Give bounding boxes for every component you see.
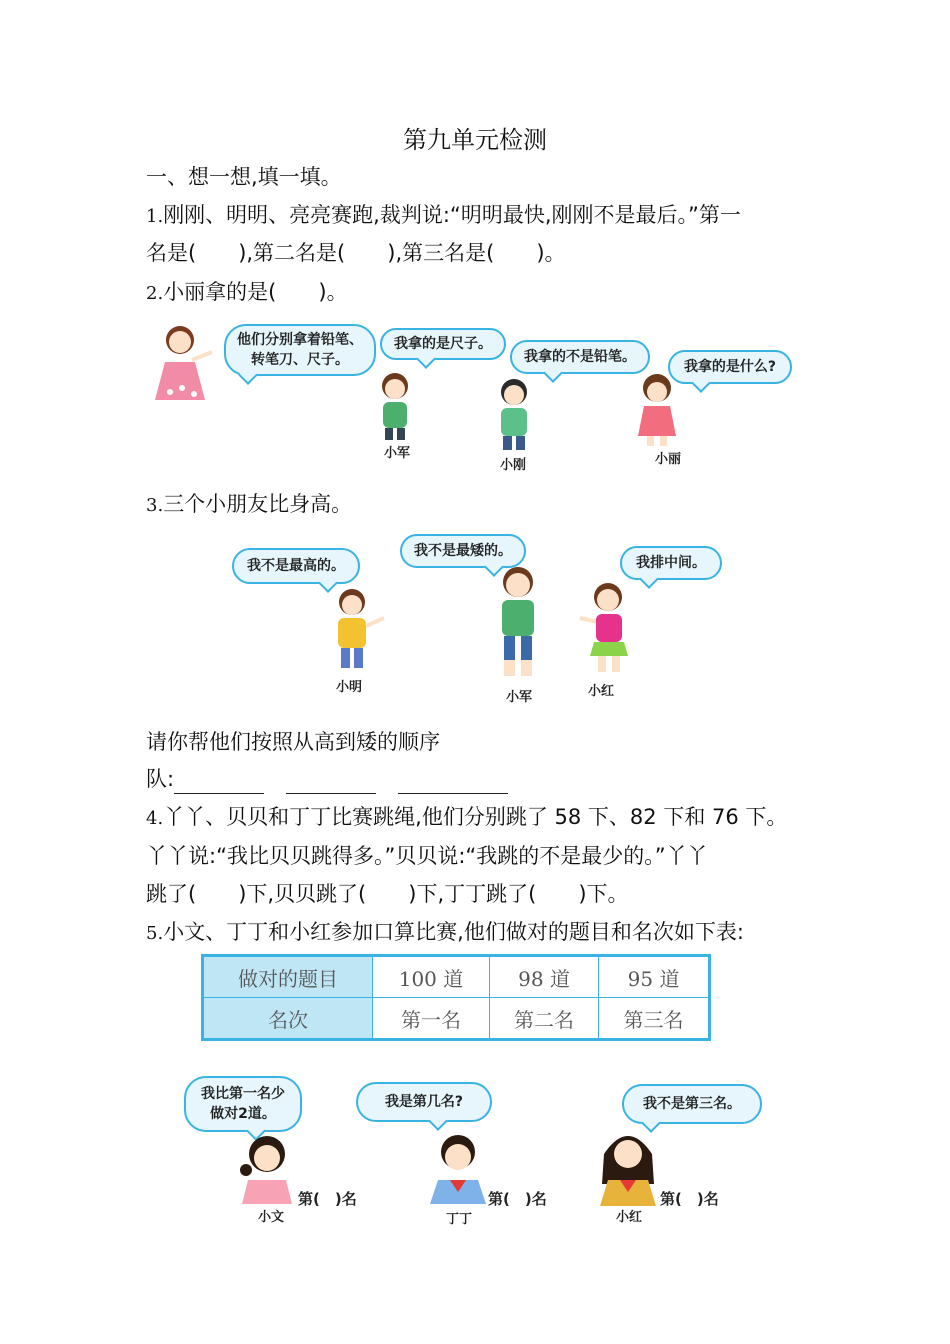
q5-line: [146, 917, 744, 949]
table-cell: 第一名: [373, 998, 490, 1040]
page-title: 第九单元检测: [403, 126, 547, 154]
q5-number: 5.: [146, 923, 164, 944]
q2-bubble-intro: 他们分别拿着铅笔、转笔刀、尺子。: [224, 324, 376, 376]
q4-line3: 跳了( )下,贝贝跳了( )下,丁丁跳了( )下。: [146, 882, 629, 906]
table-cell: 100 道: [373, 956, 490, 998]
q5-rank-blank-dingding[interactable]: 第( )名: [488, 1190, 547, 1208]
table-cell: 第三名: [599, 998, 710, 1040]
q2-text: 小丽拿的是( )。: [163, 280, 348, 304]
table-cell: 第二名: [489, 998, 598, 1040]
q5-bubble-dingding: 我是第几名?: [356, 1082, 492, 1122]
q4-text-1: 丫丫、贝贝和丁丁比赛跳绳,他们分别跳了 58 下、82 下和 76 下。: [163, 805, 788, 829]
q3-blank-1[interactable]: [174, 773, 264, 794]
q2-name-xiaoli: 小丽: [655, 452, 682, 467]
boy-xiaogang-figure: [490, 378, 538, 454]
q2-line: [146, 277, 348, 309]
q5-bubble-xiaowen: 我比第一名少做对2道。: [184, 1076, 302, 1132]
q4-line1: [146, 802, 787, 834]
q1-text-1: 刚刚、明明、亮亮赛跑,裁判说:“明明最快,刚刚不是最后。”第一: [163, 203, 741, 227]
girl-xiaoli-figure: [632, 374, 682, 448]
q3-line: [146, 489, 352, 521]
q3-blank-3[interactable]: [398, 773, 508, 794]
q5-name-dingding: 丁丁: [446, 1212, 473, 1227]
q3-queue-label: 队:: [146, 767, 175, 791]
table-row: [203, 956, 710, 998]
q3-bubble-xiaojun: 我不是最矮的。: [400, 534, 526, 568]
q2-number: 2.: [146, 283, 164, 304]
table-row: [203, 998, 710, 1040]
q2-name-xiaogang: 小刚: [500, 458, 527, 473]
q2-bubble-xiaoli: 我拿的是什么?: [668, 350, 792, 384]
table-cell: 98 道: [489, 956, 598, 998]
table-header-rank: 名次: [203, 998, 373, 1040]
girl-xiaohong-q5-figure: [596, 1124, 660, 1206]
q5-text: 小文、丁丁和小红参加口算比赛,他们做对的题目和名次如下表:: [163, 920, 744, 944]
table-cell: 95 道: [599, 956, 710, 998]
q4-number: 4.: [146, 808, 164, 829]
q1-line2: 名是( ),第二名是( ),第三名是( )。: [146, 241, 566, 265]
q5-name-xiaohong: 小红: [616, 1210, 643, 1225]
q4-line2: 丫丫说:“我比贝贝跳得多。”贝贝说:“我跳的不是最少的。”丫丫: [146, 844, 708, 868]
q2-bubble-xiaojun: 我拿的是尺子。: [380, 328, 506, 360]
girl-teacher-figure: [150, 322, 220, 404]
q3-name-xiaoming: 小明: [336, 680, 363, 695]
q1-line1: [146, 200, 741, 232]
boy-xiaoming-figure: [322, 588, 388, 674]
table-header-problems: 做对的题目: [203, 956, 373, 998]
q2-bubble-xiaogang: 我拿的不是铅笔。: [510, 340, 650, 374]
q5-score-table: [201, 954, 711, 1041]
section-heading: 一、想一想,填一填。: [146, 165, 342, 189]
boy-xiaojun-figure: [372, 372, 418, 442]
q3-name-xiaojun: 小军: [506, 690, 533, 705]
q5-name-xiaowen: 小文: [258, 1210, 285, 1225]
q3-bubble-xiaohong: 我排中间。: [620, 546, 722, 580]
q3-text: 三个小朋友比身高。: [163, 492, 353, 516]
q3-queue-line: [146, 764, 508, 794]
q3-instruction: 请你帮他们按照从高到矮的顺序: [146, 730, 440, 754]
q5-rank-blank-xiaowen[interactable]: 第( )名: [298, 1190, 357, 1208]
girl-xiaowen-figure: [236, 1134, 298, 1204]
girl-xiaohong-figure: [576, 582, 636, 676]
q5-bubble-xiaohong: 我不是第三名。: [622, 1084, 762, 1124]
q5-rank-blank-xiaohong[interactable]: 第( )名: [660, 1190, 719, 1208]
boy-dingding-figure: [424, 1132, 492, 1204]
q3-name-xiaohong: 小红: [588, 684, 615, 699]
q3-bubble-xiaoming: 我不是最高的。: [232, 548, 360, 584]
boy-xiaojun-tall-figure: [490, 566, 546, 682]
q3-blank-2[interactable]: [286, 773, 376, 794]
q3-number: 3.: [146, 495, 164, 516]
q2-name-xiaojun: 小军: [384, 446, 411, 461]
q1-number: 1.: [146, 206, 164, 227]
